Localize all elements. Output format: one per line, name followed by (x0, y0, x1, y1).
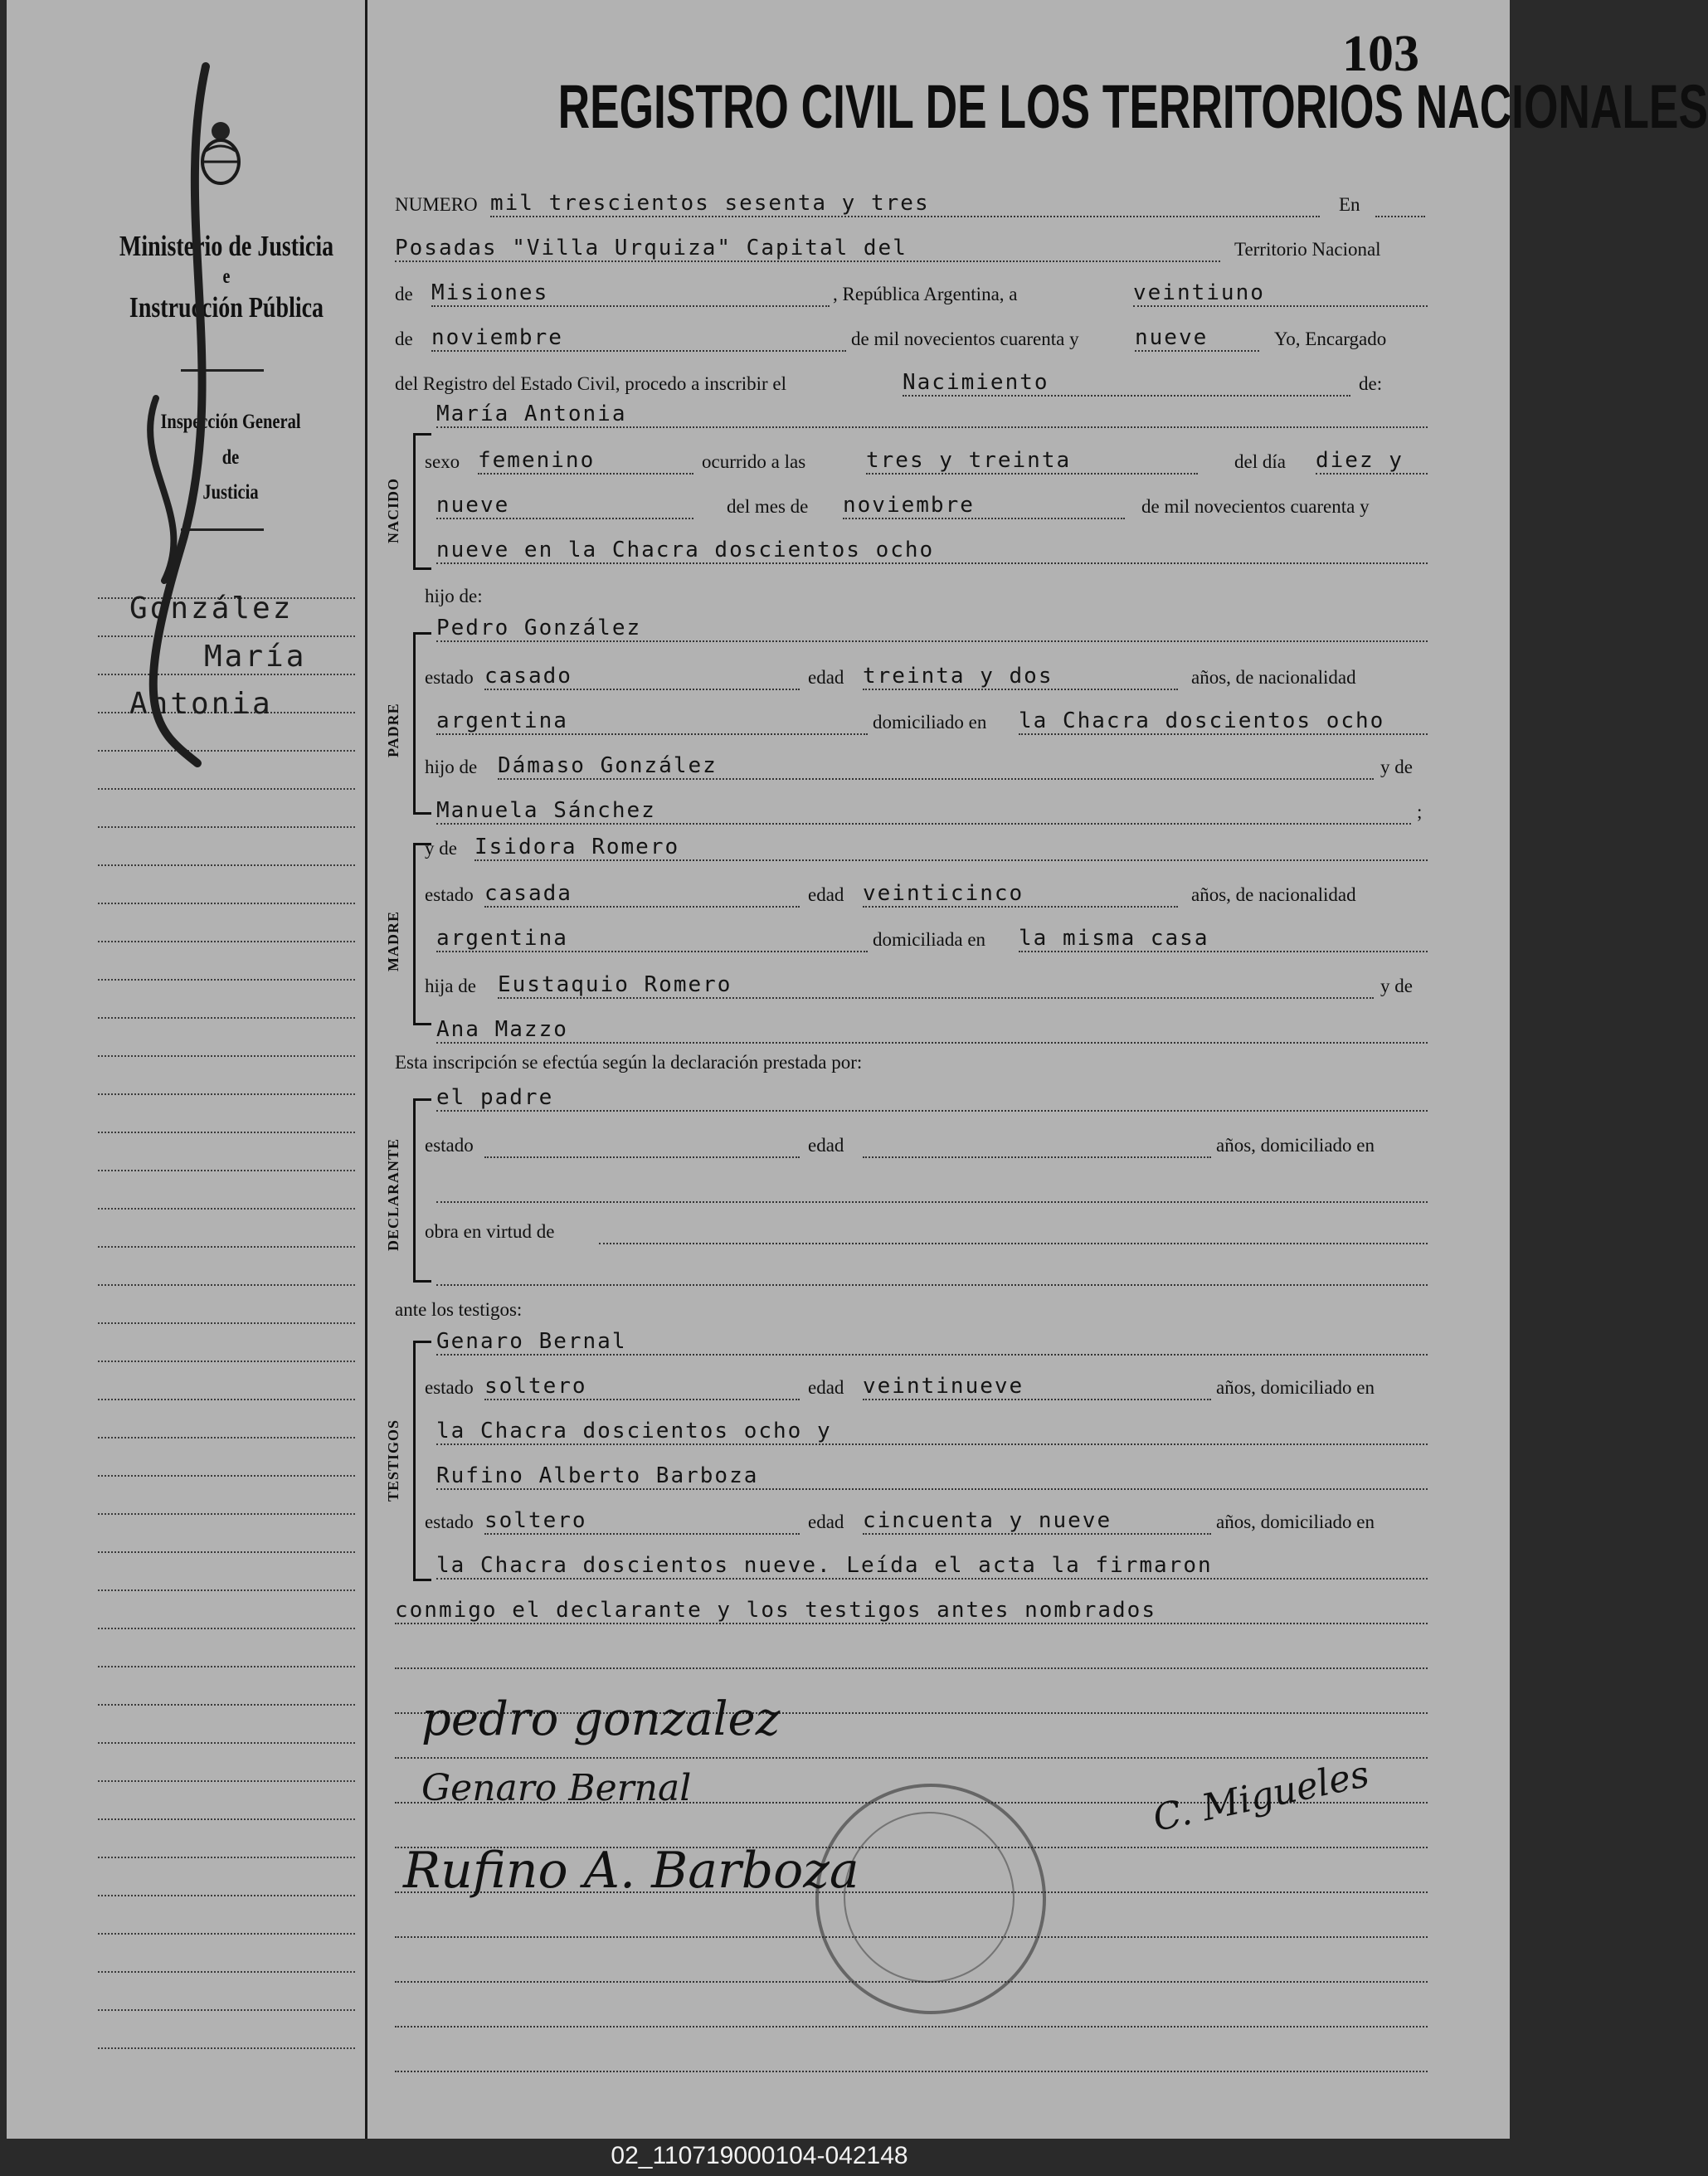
row-t1-dom (395, 1412, 1428, 1448)
dia-field-cont[interactable]: nueve (436, 493, 693, 519)
row-t1-estado (395, 1367, 1428, 1404)
row-madre-nac (395, 919, 1428, 956)
obra-field-cont[interactable] (436, 1284, 1428, 1286)
declarante-domicilio-field[interactable] (436, 1201, 1428, 1203)
madre-y-de-label: y de (425, 838, 457, 859)
hora-field[interactable]: tres y treinta (866, 448, 1198, 475)
declaracion-intro: Esta inscripción se efectúa según la declaración prestada por: (395, 1052, 863, 1073)
testigo1-name-field[interactable]: Genaro Bernal (436, 1329, 1428, 1356)
padre-edad-label: edad (808, 667, 844, 688)
del-mes-label: del mes de (727, 496, 809, 517)
padre-hijo-de-label: hijo de (425, 757, 478, 777)
row-nacido-name (395, 395, 1428, 431)
madre-y-de2-label: y de (1380, 976, 1413, 996)
de-colon-label: de: (1359, 373, 1383, 394)
year-label: de mil novecientos cuarenta y (851, 329, 1079, 349)
margin-name-line1: González (129, 591, 294, 626)
t1-edad-label: edad (808, 1377, 844, 1398)
row-declarante-estado (395, 1125, 1428, 1161)
de-label: de (395, 284, 413, 304)
nacido-place-field[interactable]: nueve en la Chacra doscientos ocho (436, 538, 1428, 564)
row-obra-cont (395, 1253, 1428, 1289)
testigo1-domicilio-field[interactable]: la Chacra doscientos ocho y (436, 1419, 1428, 1445)
padre-domiciliado-label: domiciliado en (873, 712, 987, 733)
declarante-estado-field[interactable] (484, 1156, 800, 1158)
signature-officer: C. Migueles (1149, 1753, 1373, 1840)
document-title: REGISTRO CIVIL DE LOS TERRITORIOS NACIONALES (557, 72, 1708, 141)
row-date (395, 319, 1428, 355)
padre-semicolon: ; (1417, 801, 1423, 822)
nacido-name-field[interactable]: María Antonia (436, 402, 1428, 428)
month-field[interactable]: noviembre (431, 325, 846, 352)
madre-anos-label: años, de nacionalidad (1191, 884, 1356, 905)
numero-field[interactable]: mil trescientos sesenta y tres (490, 191, 1320, 217)
signature-father: pedro gonzalez (421, 1692, 781, 1746)
act-field[interactable]: Nacimiento (903, 370, 1350, 397)
padre-nacionalidad-field[interactable]: argentina (436, 708, 868, 735)
declarante-edad-label: edad (808, 1135, 844, 1156)
testigo1-edad-field[interactable]: veintinueve (863, 1374, 1211, 1400)
padre-name-field[interactable]: Pedro González (436, 616, 1428, 642)
testigo2-name-field[interactable]: Rufino Alberto Barboza (436, 1463, 1428, 1490)
madre-edad-label: edad (808, 884, 844, 905)
inspection-line3: Justicia (202, 481, 259, 504)
numero-label: NUMERO (395, 194, 478, 215)
madre-domicilio-field[interactable]: la misma casa (1019, 926, 1428, 952)
hijo-label: hijo de: (425, 586, 483, 606)
signature-witness1: Genaro Bernal (421, 1767, 692, 1809)
padre-domicilio-field[interactable]: la Chacra doscientos ocho (1019, 708, 1428, 735)
obra-label: obra en virtud de (425, 1221, 555, 1242)
republica-label: , República Argentina, a (833, 284, 1018, 304)
row-padre-estado (395, 657, 1428, 694)
row-t1-name (395, 1322, 1428, 1359)
declarante-label: DECLARANTE (385, 1137, 401, 1252)
sexo-label: sexo (425, 451, 460, 472)
day-field[interactable]: veintiuno (1133, 280, 1428, 307)
madre-name-field[interactable]: Isidora Romero (474, 835, 1428, 861)
padre-edad-field[interactable]: treinta y dos (863, 664, 1178, 690)
t2-edad-label: edad (808, 1512, 844, 1532)
row-hijo (395, 576, 1428, 612)
row-closing (395, 1591, 1428, 1628)
place-field[interactable]: Posadas "Villa Urquiza" Capital del (395, 236, 1220, 262)
image-id-caption: 02_110719000104-042148 (611, 2142, 908, 2169)
register-page (7, 0, 1708, 2139)
declarante-anos-label: años, domiciliado en (1216, 1135, 1375, 1156)
t2-anos-label: años, domiciliado en (1216, 1512, 1375, 1532)
row-t2-estado (395, 1502, 1428, 1538)
page-number: 103 (1342, 26, 1419, 82)
territory-field[interactable]: Misiones (431, 280, 830, 307)
row-numero (395, 184, 1428, 221)
madre-estado-field[interactable]: casada (484, 881, 800, 908)
padre-label: PADRE (385, 703, 401, 757)
testigo1-estado-field[interactable]: soltero (484, 1374, 800, 1400)
ministry-and: e (222, 265, 231, 288)
padre-estado-label: estado (425, 667, 474, 688)
registro-label: del Registro del Estado Civil, procedo a inscribir el (395, 373, 787, 394)
en-field[interactable] (1375, 216, 1425, 217)
madre-edad-field[interactable]: veinticinco (863, 881, 1178, 908)
testigo2-domicilio-field[interactable]: la Chacra doscientos nueve. Leída el acta la firmaron (436, 1553, 1428, 1580)
t1-anos-label: años, domiciliado en (1216, 1377, 1375, 1398)
row-t2-name (395, 1457, 1428, 1493)
row-mes (395, 486, 1428, 523)
margin-name-line3: Antonia (129, 687, 273, 722)
testigos-intro: ante los testigos: (395, 1299, 523, 1320)
padre-mother-field[interactable]: Manuela Sánchez (436, 798, 1411, 825)
declarante-estado-label: estado (425, 1135, 474, 1156)
padre-father-field[interactable]: Dámaso González (498, 753, 1374, 780)
testigo2-edad-field[interactable]: cincuenta y nueve (863, 1508, 1211, 1535)
row-t2-dom (395, 1546, 1428, 1583)
ministry-line2: Instrucción Pública (129, 291, 324, 324)
row-padre-name (395, 609, 1428, 645)
year-field[interactable]: nueve (1135, 325, 1259, 352)
margin-scribble-icon (106, 50, 255, 780)
declarante-edad-field[interactable] (863, 1156, 1211, 1158)
row-nacido-place (395, 531, 1428, 567)
nacido-year-label: de mil novecientos cuarenta y (1141, 496, 1370, 517)
closing-field[interactable]: conmigo el declarante y los testigos antes nombrados (395, 1598, 1428, 1624)
row-sexo (395, 441, 1428, 478)
signature-witness2: Rufino A. Barboza (403, 1842, 859, 1900)
margin-name-line2: María (204, 639, 307, 674)
row-madre-hija (395, 966, 1428, 1002)
del-dia-label: del día (1234, 451, 1286, 472)
row-obra (395, 1211, 1428, 1248)
padre-estado-field[interactable]: casado (484, 664, 800, 690)
madre-mother-field[interactable]: Ana Mazzo (436, 1017, 1428, 1044)
testigo2-estado-field[interactable]: soltero (484, 1508, 800, 1535)
row-testigos-intro (395, 1289, 1428, 1326)
madre-hija-de-label: hija de (425, 976, 476, 996)
ministry-line1: Ministerio de Justicia (119, 230, 334, 262)
madre-nacionalidad-field[interactable]: argentina (436, 926, 868, 952)
margin-column (7, 0, 367, 2139)
row-madre-name (395, 828, 1428, 864)
en-label: En (1339, 194, 1360, 215)
dia-field[interactable]: diez y (1316, 448, 1428, 475)
yo-label: Yo, Encargado (1274, 329, 1387, 349)
blank-line (395, 2039, 1428, 2076)
row-declaracion-intro (395, 1042, 1428, 1078)
testigos-label: TESTIGOS (385, 1419, 401, 1502)
madre-domiciliada-label: domiciliada en (873, 929, 986, 950)
row-padre-nac (395, 702, 1428, 738)
padre-y-de-label: y de (1380, 757, 1413, 777)
t1-estado-label: estado (425, 1377, 474, 1398)
row-place (395, 229, 1428, 265)
row-declarante-dom (395, 1170, 1428, 1206)
margin-ruled-lines (98, 597, 355, 2086)
ocurrido-label: ocurrido a las (702, 451, 806, 472)
padre-anos-label: años, de nacionalidad (1191, 667, 1356, 688)
row-declarante (395, 1078, 1428, 1115)
row-padre-hijo (395, 747, 1428, 783)
nacido-label: NACIDO (385, 477, 401, 543)
row-padre-mother (395, 791, 1428, 828)
sexo-field[interactable]: femenino (478, 448, 693, 475)
obra-field[interactable] (599, 1243, 1428, 1244)
row-territory (395, 274, 1428, 310)
declarante-field[interactable]: el padre (436, 1085, 1428, 1112)
t2-estado-label: estado (425, 1512, 474, 1532)
mes-field[interactable]: noviembre (843, 493, 1125, 519)
inspection-line2: de (221, 445, 240, 469)
madre-father-field[interactable]: Eustaquio Romero (498, 972, 1374, 999)
row-madre-estado (395, 874, 1428, 911)
madre-label: MADRE (385, 911, 401, 972)
blank-line (395, 1636, 1428, 1672)
de-month-label: de (395, 329, 413, 349)
inspection-line1: Inspección General (160, 411, 301, 433)
madre-estado-label: estado (425, 884, 474, 905)
territorio-label: Territorio Nacional (1234, 239, 1381, 260)
